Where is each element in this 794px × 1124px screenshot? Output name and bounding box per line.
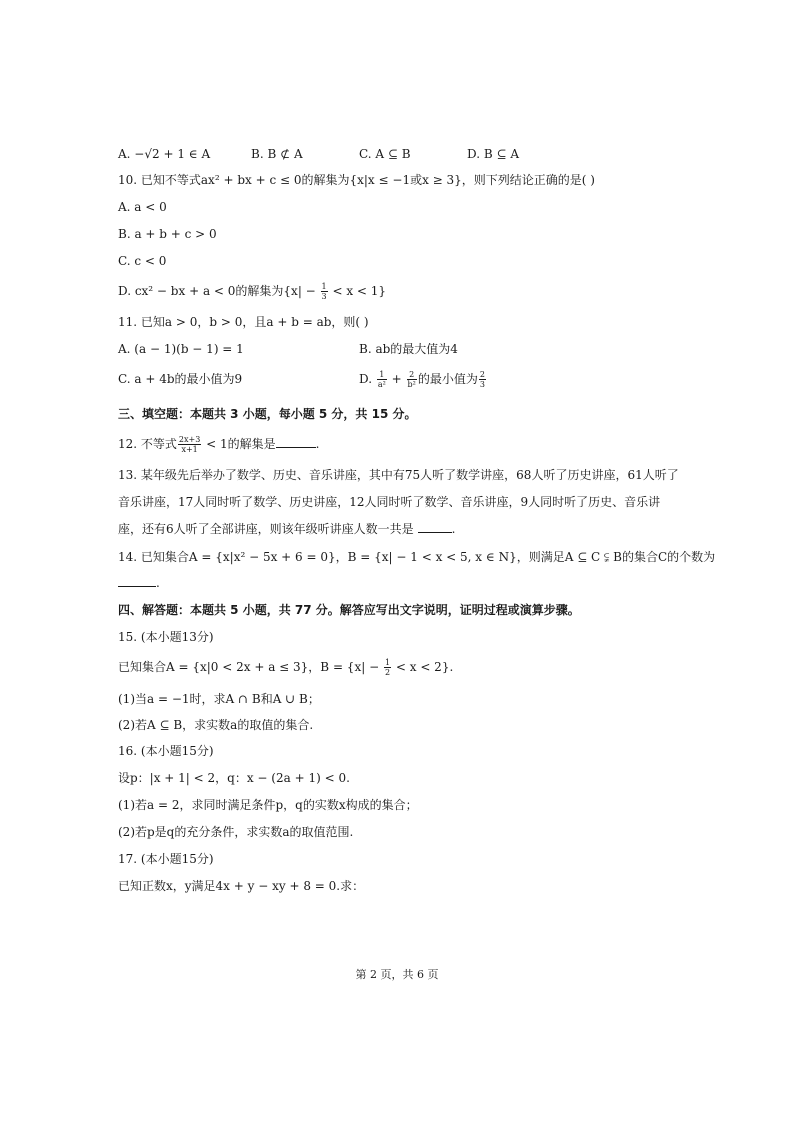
q10-d-frac-den: 3: [321, 292, 327, 301]
q12-answer-blank: [276, 435, 316, 448]
q11-option-c: C. a + 4b的最小值为9: [118, 372, 243, 386]
q11-d-frac2-num: 2: [407, 370, 417, 380]
q9-option-a: A. −√2 + 1 ∈ A: [118, 147, 211, 161]
q15-stem: [118, 658, 453, 677]
q10-option-b: B. a + b + c > 0: [118, 227, 217, 241]
q15-stem-post: < x < 2}.: [392, 660, 454, 674]
q13-answer-blank: [418, 520, 452, 533]
q11-stem: 11. 已知a > 0，b > 0，且a + b = ab，则( ): [118, 315, 369, 329]
q12-pre: 12. 不等式: [118, 437, 177, 451]
q11-d-frac3: [479, 370, 486, 389]
q15-fraction: [384, 658, 391, 677]
q10-option-d: [118, 282, 386, 301]
q15-part-1: (1)当a = −1时，求A ∩ B和A ∪ B；: [118, 692, 320, 706]
q15-part-2: (2)若A ⊆ B，求实数a的取值的集合.: [118, 718, 314, 732]
q14-end: .: [156, 576, 160, 590]
q11-d-pre: D.: [359, 372, 376, 386]
q15-frac-den: 2: [384, 668, 391, 677]
q17-header: 17. (本小题15分): [118, 852, 214, 866]
q11-d-frac2-den: b²: [407, 380, 416, 389]
q10-option-c: C. c < 0: [118, 254, 167, 268]
q10-option-a: A. a < 0: [118, 200, 167, 214]
q16-part-2: (2)若p是q的充分条件，求实数a的取值范围.: [118, 825, 354, 839]
q14-line-2: [118, 574, 160, 592]
q13-line-3-text: 座，还有6人听了全部讲座，则该年级听讲座人数一共是: [118, 522, 414, 536]
q10-d-pre: D. cx² − bx + a < 0的解集为{x| −: [118, 284, 320, 298]
q11-d-frac1-num: 1: [377, 370, 387, 380]
q12-stem: [118, 435, 319, 454]
q11-option-b: B. ab的最大值为4: [359, 342, 458, 356]
q11-d-mid: 的最小值为: [417, 372, 478, 386]
q16-part-1: (1)若a = 2，求同时满足条件p，q的实数x构成的集合；: [118, 798, 418, 812]
section3-title: 三、填空题：本题共 3 小题，每小题 5 分，共 15 分。: [118, 407, 417, 421]
page-footer: 第 2 页，共 6 页: [355, 968, 439, 981]
q11-d-frac1-den: a²: [377, 380, 386, 389]
q13-line-1: 13. 某年级先后举办了数学、历史、音乐讲座，其中有75人听了数学讲座，68人听了历史讲座，61人听了: [118, 468, 679, 482]
q14-answer-blank: [118, 574, 156, 587]
q9-option-b: B. B ⊄ A: [251, 147, 303, 161]
q11-d-plus: +: [387, 372, 406, 386]
q15-frac-num: 1: [384, 658, 391, 667]
q13-end: .: [451, 522, 456, 536]
q15-header: 15. (本小题13分): [118, 630, 214, 644]
q11-d-frac3-num: 2: [479, 370, 485, 379]
q12-end: .: [315, 437, 320, 451]
q9-option-d: D. B ⊆ A: [467, 147, 519, 161]
q12-frac-den: x+1: [181, 445, 198, 454]
q10-d-fraction: [321, 282, 328, 301]
q11-d-frac1: [377, 370, 387, 389]
q12-frac-num: 2x+3: [178, 435, 201, 444]
q12-fraction: [178, 435, 201, 454]
q10-stem: 10. 已知不等式ax² + bx + c ≤ 0的解集为{x|x ≤ −1或x ≥ 3}，则下列结论正确的是( ): [118, 173, 595, 187]
q11-d-frac3-den: 3: [479, 380, 485, 389]
q11-option-a: A. (a − 1)(b − 1) = 1: [118, 342, 244, 356]
q11-d-frac2: [407, 370, 417, 389]
q11-option-d: [359, 370, 487, 389]
q12-post: < 1的解集是: [202, 437, 276, 451]
q10-d-frac-num: 1: [321, 282, 327, 291]
q16-header: 16. (本小题15分): [118, 744, 214, 758]
q9-option-c: C. A ⊆ B: [359, 147, 411, 161]
q17-stem: 已知正数x，y满足4x + y − xy + 8 = 0.求：: [118, 879, 365, 893]
q15-stem-pre: 已知集合A = {x|0 < 2x + a ≤ 3}，B = {x| −: [118, 660, 383, 674]
q14-line-1: 14. 已知集合A = {x|x² − 5x + 6 = 0}，B = {x| − 1 < x < 5, x ∈ N}，则满足A ⊆ C ⫋ B的集合C的个数为: [118, 550, 716, 564]
q13-line-2: 音乐讲座，17人同时听了数学、历史讲座，12人同时听了数学、音乐讲座，9人同时听了历史、音乐讲: [118, 495, 661, 509]
q10-d-post: < x < 1}: [328, 284, 387, 298]
section4-title: 四、解答题：本题共 5 小题，共 77 分。解答应写出文字说明，证明过程或演算步骤。: [118, 603, 580, 617]
q13-line-3: [118, 520, 455, 538]
q16-stem: 设p：|x + 1| < 2，q：x − (2a + 1) < 0.: [118, 771, 350, 785]
